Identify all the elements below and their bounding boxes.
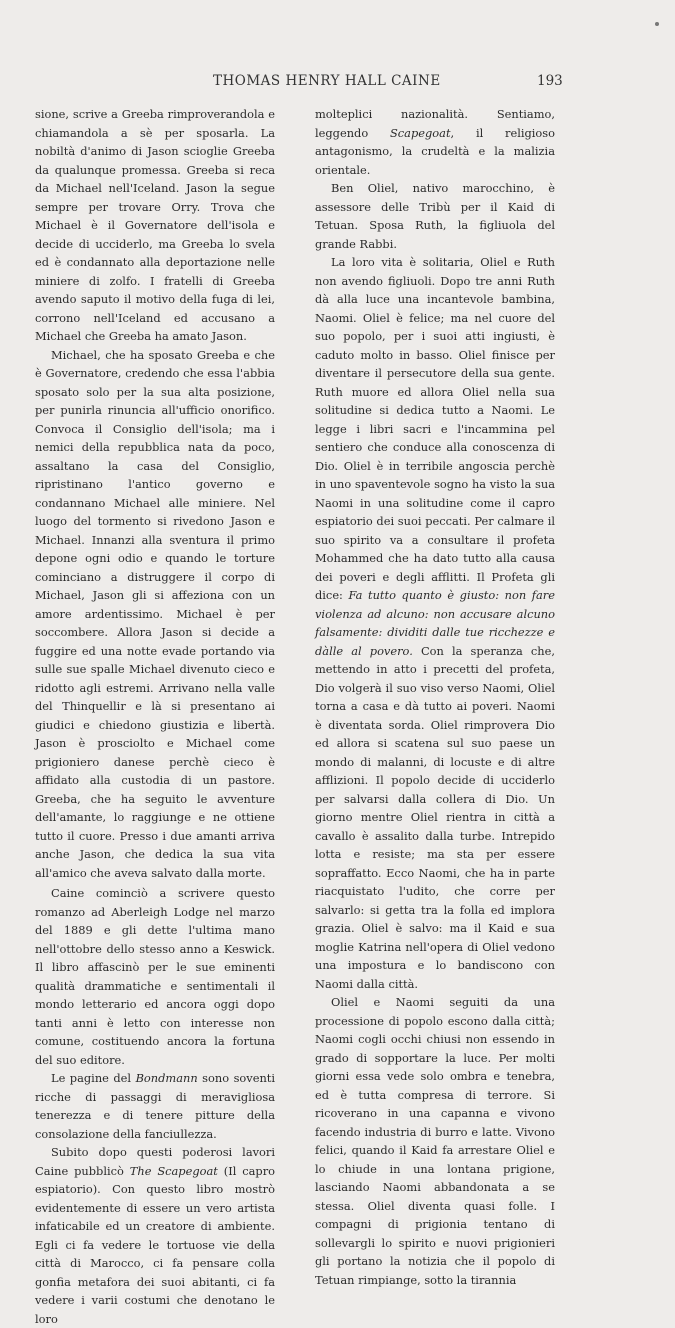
book-title: Scapegoat bbox=[390, 125, 451, 140]
paragraph: Oliel e Naomi seguiti da una processione di popolo escono dalla città; Naomi cogli occhi chiusi non essendo in grado di sopportare la luce. Per molti giorni essa vede solo ombra e tenebra, ed è tutta compresa di terrore. Si ricoverano in una capanna e vivono facendo industria di burro e latte. Vivono felici, quando il Kaid fa arrestare Oliel e lo chiude in una lontana prigione, lasciando Naomi abbandonata a se stessa. Oliel diventa quasi folle. I compagni di prigionia tentano di sollevargli lo spirito e nuovi prigionieri gli portano la notizia che il popolo di Tetuan rimpiange, sotto la tirannia bbox=[315, 995, 555, 1287]
paragraph bbox=[315, 105, 555, 179]
paragraph: Michael, che ha sposato Greeba e che è Governatore, credendo che essa l'abbia sposato solo per la sua alta posizione, per punirla rinuncia all'ufficio onorifico. Convoca il Consiglio dell'isola; ma i nemici della repubblica nata da poco, assaltano la casa del Consiglio, ripristinano l'antico governo e condannano Michael alle miniere. Nel luogo del tormento si rivedono Jason e Michael. Innanzi alla sventura il primo depone ogni odio e quando le torture cominciano a distruggere il corpo di Michael, Jason gli si affeziona con un amore ardentissimo. Michael è per soccombere. Allora Jason si decide a fuggire ed una notte evade portando via sulle sue spalle Michael divenuto cieco e ridotto agli estremi. Arrivano nella valle del Thinquellir e là si presentano ai giudici e chiedono giustizia e libertà. Jason è prosciolto e Michael come prigioniero danese perchè cieco è affidato alla custodia di un pastore. Greeba, che ha seguito le avventure dell'amante, lo raggiunge e ne ottiene tutto il cuore. Presso i due amanti arriva anche Jason, che dedica la sua vita all'amico che aveva salvato dalla morte. bbox=[35, 347, 275, 880]
book-title: The Scapegoat bbox=[129, 1163, 218, 1178]
running-head: THOMAS HENRY HALL CAINE bbox=[213, 73, 441, 89]
paragraph-text: Subito dopo questi poderosi lavori Caine pubblicò bbox=[35, 1145, 275, 1178]
paragraph bbox=[315, 253, 555, 993]
paragraph-text: (Il capro espiatorio). Con questo libro mostrò evidentemente di essere un vero artista infaticabile ed un creatore di ambiente. Egli ci fa vedere le tortuose vie della città di Marocco, ci fa pensare colla gonfia metafora dei suoi abitanti, ci fa vedere i varii costumi che denotano le loro bbox=[35, 1163, 276, 1326]
paragraph: Ben Oliel, nativo marocchino, è assessore delle Tribù per il Kaid di Tetuan. Sposa Ruth, la figliuola del grande Rabbi. bbox=[315, 181, 555, 251]
left-column bbox=[35, 105, 275, 1328]
paragraph-text: La loro vita è solitaria, Oliel e Ruth non avendo figliuoli. Dopo tre anni Ruth dà alla luce una incantevole bambina, Naomi. Oliel è felice; ma nel cuore del suo popolo, per i suoi atti ingiusti, è caduto molto in basso. Oliel finisce per diventare il persecutore della sua gente. Ruth muore ed allora Oliel nella sua solitudine si dedica tutto a Naomi. Le legge i libri sacri e l'incammina pel sentiero che conduce alla conoscenza di Dio. Oliel è in terribile angoscia perchè in uno spaventevole sogno ha visto la sua Naomi in una solitudine come il capro espiatorio dei suoi peccati. Per calmare il suo spirito va a consultare il profeta Mohammed che ha dato tutto alla causa dei poveri e degli afflitti. Il Profeta gli dice: bbox=[315, 255, 555, 602]
paragraph-text: Le pagine del bbox=[51, 1071, 136, 1085]
book-title: Bondmann bbox=[135, 1071, 198, 1085]
prophet-quote: Fa tutto quanto è giusto: non fare violenza ad alcuno: non accusare alcuno falsamente: dividiti dalle tue ricchezze e dàlle al povero. bbox=[315, 588, 555, 658]
paragraph-text: sono soventi ricche di passaggi di meravigliosa tenerezza e di tenere pitture della consolazione della fanciullezza. bbox=[35, 1071, 276, 1141]
ink-speck bbox=[655, 22, 659, 26]
paragraph: sione, scrive a Greeba rimproverandola e chiamandola a sè per sposarla. La nobiltà d'animo di Jason scioglie Greeba da qualunque promessa. Greeba si reca da Michael nell'Iceland. Jason la segue sempre per trovare Orry. Trova che Michael è il Governatore dell'isola e decide di ucciderlo, ma Greeba lo svela ed è condannato alla deportazione nelle miniere di zolfo. I fratelli di Greeba avendo saputo il motivo della fuga di lei, corrono nell'Iceland ed accusano a Michael che Greeba ha amato Jason. bbox=[35, 107, 275, 343]
paragraph-text: molteplici nazionalità. Sentiamo, leggendo bbox=[315, 107, 555, 140]
paragraph-text: Con la speranza che, mettendo in atto i precetti del profeta, Dio volgerà il suo viso verso Naomi, Oliel torna a casa e dà tutto ai poveri. Naomi è diventata sorda. Oliel rimprovera Dio ed allora si scatena sul suo paese un mondo di malanni, di locuste e di altre afflizioni. Il popolo decide di ucciderlo per salvarsi dalla collera di Dio. Un giorno mentre Oliel rientra in città a cavallo è assalito dalla turbe. Intrepido lotta e resiste; ma sta per essere sopraffatto. Ecco Naomi, che ha in parte riacquistato l'udito, che corre per salvarlo: si getta tra la folla ed implora grazia. Oliel è salvo: ma il Kaid e sua moglie Katrina nell'opera di Oliel vedono una impostura e lo bandiscono con Naomi dalla città. bbox=[315, 643, 555, 991]
paragraph bbox=[35, 884, 275, 1069]
paragraph-text: Caine cominciò a scrivere questo romanzo ad Aberleigh Lodge nel marzo del 1889 e gli dette l'ultima mano nell'ottobre dello stesso anno a Keswick. Il libro affascinò per le sue eminenti qualità drammatiche e sentimentali il mondo letterario ed ancora oggi dopo tanti anni è letto con interesse non comune, costituendo ancora la fortuna del suo editore. bbox=[35, 886, 275, 1067]
paragraph-text: , il religioso antagonismo, la crudeltà e la malizia orientale. bbox=[315, 125, 555, 177]
page-number: 193 bbox=[537, 73, 563, 89]
right-column bbox=[315, 105, 555, 1289]
paragraph bbox=[35, 1069, 275, 1143]
paragraph bbox=[35, 1143, 275, 1328]
